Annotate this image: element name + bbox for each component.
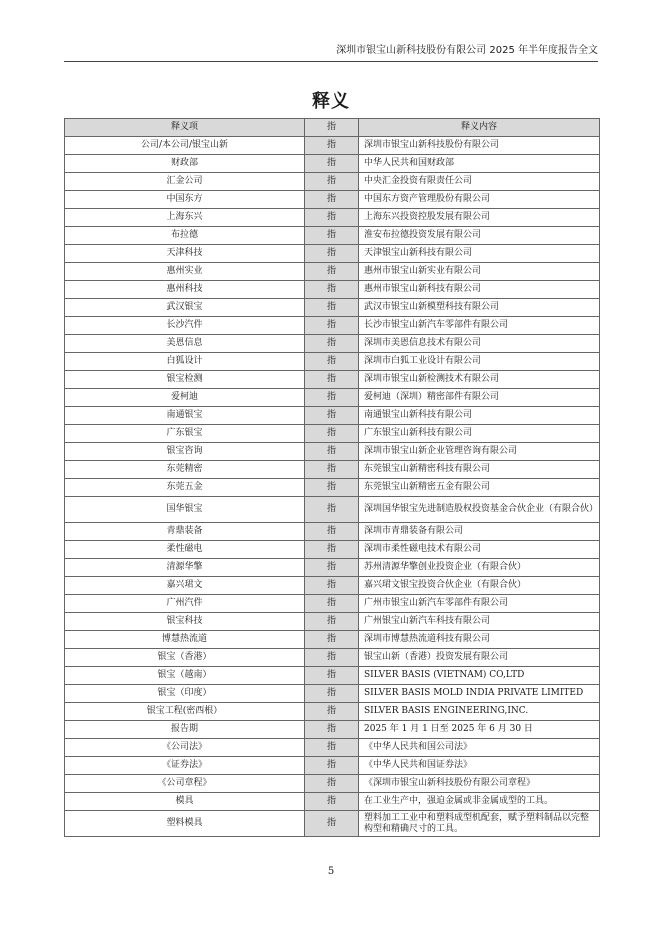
term-cell: 中国东方 [65, 191, 305, 209]
table-row [65, 335, 600, 353]
mark-cell: 指 [305, 245, 359, 263]
meaning-cell: 深圳市银宝山新检测技术有限公司 [359, 371, 600, 389]
meaning-cell: 淮安布拉德投资发展有限公司 [359, 227, 600, 245]
meaning-cell: 广州银宝山新汽车科技有限公司 [359, 613, 600, 631]
table-row [65, 649, 600, 667]
meaning-cell: 深圳市青鼎装备有限公司 [359, 523, 600, 541]
meaning-cell: 中华人民共和国财政部 [359, 155, 600, 173]
term-cell: 布拉德 [65, 227, 305, 245]
page-number: 5 [327, 866, 335, 877]
meaning-cell: 天津银宝山新科技有限公司 [359, 245, 600, 263]
mark-cell: 指 [305, 631, 359, 649]
table-row [65, 703, 600, 721]
table-row [65, 757, 600, 775]
term-cell: 美恩信息 [65, 335, 305, 353]
mark-cell: 指 [305, 739, 359, 757]
meaning-cell: 上海东兴投资控股发展有限公司 [359, 209, 600, 227]
term-cell: 博慧热流道 [65, 631, 305, 649]
term-cell: 模具 [65, 793, 305, 811]
mark-cell: 指 [305, 595, 359, 613]
mark-cell: 指 [305, 389, 359, 407]
table-row [65, 389, 600, 407]
table-row [65, 541, 600, 559]
table-row [65, 461, 600, 479]
term-cell: 《证券法》 [65, 757, 305, 775]
mark-cell: 指 [305, 209, 359, 227]
meaning-cell: 苏州清源华擎创业投资企业（有限合伙） [359, 559, 600, 577]
meaning-cell: SILVER BASIS MOLD INDIA PRIVATE LIMITED [359, 685, 600, 703]
column-header-mark: 指 [305, 119, 359, 137]
meaning-cell: 惠州市银宝山新科技有限公司 [359, 281, 600, 299]
mark-cell: 指 [305, 577, 359, 595]
column-header-term: 释义项 [65, 119, 305, 137]
term-cell: 银宝科技 [65, 613, 305, 631]
term-cell: 惠州科技 [65, 281, 305, 299]
meaning-cell: 深圳市银宝山新科技股份有限公司 [359, 137, 600, 155]
meaning-cell: 深圳市银宝山新企业管理咨询有限公司 [359, 443, 600, 461]
meaning-cell: 银宝山新（香港）投资发展有限公司 [359, 649, 600, 667]
meaning-cell: 《中华人民共和国公司法》 [359, 739, 600, 757]
mark-cell: 指 [305, 461, 359, 479]
meaning-cell: SILVER BASIS ENGINEERING,INC. [359, 703, 600, 721]
term-cell: 白狐设计 [65, 353, 305, 371]
header-rule [64, 61, 598, 62]
mark-cell: 指 [305, 191, 359, 209]
meaning-cell: 东莞银宝山新精密科技有限公司 [359, 461, 600, 479]
page-title: 释义 [312, 91, 350, 112]
mark-cell: 指 [305, 407, 359, 425]
table-row [65, 631, 600, 649]
mark-cell: 指 [305, 155, 359, 173]
term-cell: 嘉兴珺文 [65, 577, 305, 595]
table-row [65, 497, 600, 523]
term-cell: 银宝检测 [65, 371, 305, 389]
table-row [65, 137, 600, 155]
term-cell: 广州汽件 [65, 595, 305, 613]
meaning-cell: 塑料加工工业中和塑料成型机配套，赋予塑料制品以完整构型和精确尺寸的工具。 [359, 811, 600, 837]
mark-cell: 指 [305, 721, 359, 739]
table-row [65, 613, 600, 631]
term-cell: 上海东兴 [65, 209, 305, 227]
term-cell: 武汉银宝 [65, 299, 305, 317]
meaning-cell: 《中华人民共和国证券法》 [359, 757, 600, 775]
term-cell: 东莞精密 [65, 461, 305, 479]
mark-cell: 指 [305, 811, 359, 837]
term-cell: 青鼎装备 [65, 523, 305, 541]
table-row [65, 191, 600, 209]
mark-cell: 指 [305, 479, 359, 497]
term-cell: 国华银宝 [65, 497, 305, 523]
mark-cell: 指 [305, 443, 359, 461]
table-row [65, 775, 600, 793]
table-row [65, 595, 600, 613]
term-cell: 银宝咨询 [65, 443, 305, 461]
mark-cell: 指 [305, 559, 359, 577]
meaning-cell: 嘉兴珺文银宝投资合伙企业（有限合伙） [359, 577, 600, 595]
term-cell: 公司/本公司/银宝山新 [65, 137, 305, 155]
mark-cell: 指 [305, 541, 359, 559]
mark-cell: 指 [305, 523, 359, 541]
table-row [65, 155, 600, 173]
term-cell: 天津科技 [65, 245, 305, 263]
table-row [65, 299, 600, 317]
meaning-cell: 东莞银宝山新精密五金有限公司 [359, 479, 600, 497]
table-row [65, 721, 600, 739]
table-row [65, 371, 600, 389]
term-cell: 汇金公司 [65, 173, 305, 191]
mark-cell: 指 [305, 703, 359, 721]
table-row [65, 353, 600, 371]
term-cell: 银宝（印度） [65, 685, 305, 703]
term-cell: 银宝（越南） [65, 667, 305, 685]
mark-cell: 指 [305, 757, 359, 775]
mark-cell: 指 [305, 613, 359, 631]
table-row [65, 479, 600, 497]
term-cell: 东莞五金 [65, 479, 305, 497]
table-row [65, 317, 600, 335]
meaning-cell: 在工业生产中，强迫金属或非金属成型的工具。 [359, 793, 600, 811]
table-row [65, 443, 600, 461]
table-row [65, 227, 600, 245]
table-row [65, 559, 600, 577]
mark-cell: 指 [305, 281, 359, 299]
meaning-cell: 深圳市白狐工业设计有限公司 [359, 353, 600, 371]
meaning-cell: 广东银宝山新科技有限公司 [359, 425, 600, 443]
mark-cell: 指 [305, 685, 359, 703]
table-body [65, 137, 600, 837]
term-cell: 塑料模具 [65, 811, 305, 837]
table-row [65, 667, 600, 685]
mark-cell: 指 [305, 173, 359, 191]
meaning-cell: 《深圳市银宝山新科技股份有限公司章程》 [359, 775, 600, 793]
mark-cell: 指 [305, 649, 359, 667]
term-cell: 清源华擎 [65, 559, 305, 577]
mark-cell: 指 [305, 425, 359, 443]
table-row [65, 425, 600, 443]
table-row [65, 523, 600, 541]
table-row [65, 739, 600, 757]
term-cell: 《公司法》 [65, 739, 305, 757]
mark-cell: 指 [305, 227, 359, 245]
term-cell: 南通银宝 [65, 407, 305, 425]
meaning-cell: 中央汇金投资有限责任公司 [359, 173, 600, 191]
meaning-cell: 长沙市银宝山新汽车零部件有限公司 [359, 317, 600, 335]
meaning-cell: 武汉市银宝山新模塑科技有限公司 [359, 299, 600, 317]
term-cell: 柔性磁电 [65, 541, 305, 559]
meaning-cell: 爱柯迪（深圳）精密部件有限公司 [359, 389, 600, 407]
mark-cell: 指 [305, 775, 359, 793]
meaning-cell: 2025 年 1 月 1 日至 2025 年 6 月 30 日 [359, 721, 600, 739]
table-row [65, 793, 600, 811]
term-cell: 广东银宝 [65, 425, 305, 443]
term-cell: 银宝（香港） [65, 649, 305, 667]
mark-cell: 指 [305, 335, 359, 353]
table-row [65, 685, 600, 703]
table-row [65, 263, 600, 281]
table-row [65, 407, 600, 425]
term-cell: 报告期 [65, 721, 305, 739]
table-row [65, 281, 600, 299]
mark-cell: 指 [305, 263, 359, 281]
mark-cell: 指 [305, 667, 359, 685]
mark-cell: 指 [305, 137, 359, 155]
meaning-cell: 深圳市博慧热流道科技有限公司 [359, 631, 600, 649]
mark-cell: 指 [305, 299, 359, 317]
term-cell: 惠州实业 [65, 263, 305, 281]
mark-cell: 指 [305, 317, 359, 335]
definitions-table [64, 118, 600, 837]
meaning-cell: 中国东方资产管理股份有限公司 [359, 191, 600, 209]
term-cell: 《公司章程》 [65, 775, 305, 793]
meaning-cell: 深圳市美恩信息技术有限公司 [359, 335, 600, 353]
meaning-cell: 惠州市银宝山新实业有限公司 [359, 263, 600, 281]
table-header-row [65, 119, 600, 137]
mark-cell: 指 [305, 371, 359, 389]
mark-cell: 指 [305, 353, 359, 371]
table-row [65, 577, 600, 595]
mark-cell: 指 [305, 793, 359, 811]
meaning-cell: 深圳国华银宝先进制造股权投资基金合伙企业（有限合伙） [359, 497, 600, 523]
page-header: 深圳市银宝山新科技股份有限公司 2025 年半年度报告全文 [336, 45, 598, 56]
table-row [65, 173, 600, 191]
mark-cell: 指 [305, 497, 359, 523]
term-cell: 爱柯迪 [65, 389, 305, 407]
column-header-meaning: 释义内容 [359, 119, 600, 137]
meaning-cell: 深圳市柔性磁电技术有限公司 [359, 541, 600, 559]
term-cell: 财政部 [65, 155, 305, 173]
table-row [65, 811, 600, 837]
term-cell: 长沙汽件 [65, 317, 305, 335]
term-cell: 银宝工程(密西根） [65, 703, 305, 721]
meaning-cell: SILVER BASIS (VIETNAM) CO,LTD [359, 667, 600, 685]
meaning-cell: 南通银宝山新科技有限公司 [359, 407, 600, 425]
meaning-cell: 广州市银宝山新汽车零部件有限公司 [359, 595, 600, 613]
table-row [65, 245, 600, 263]
table-row [65, 209, 600, 227]
